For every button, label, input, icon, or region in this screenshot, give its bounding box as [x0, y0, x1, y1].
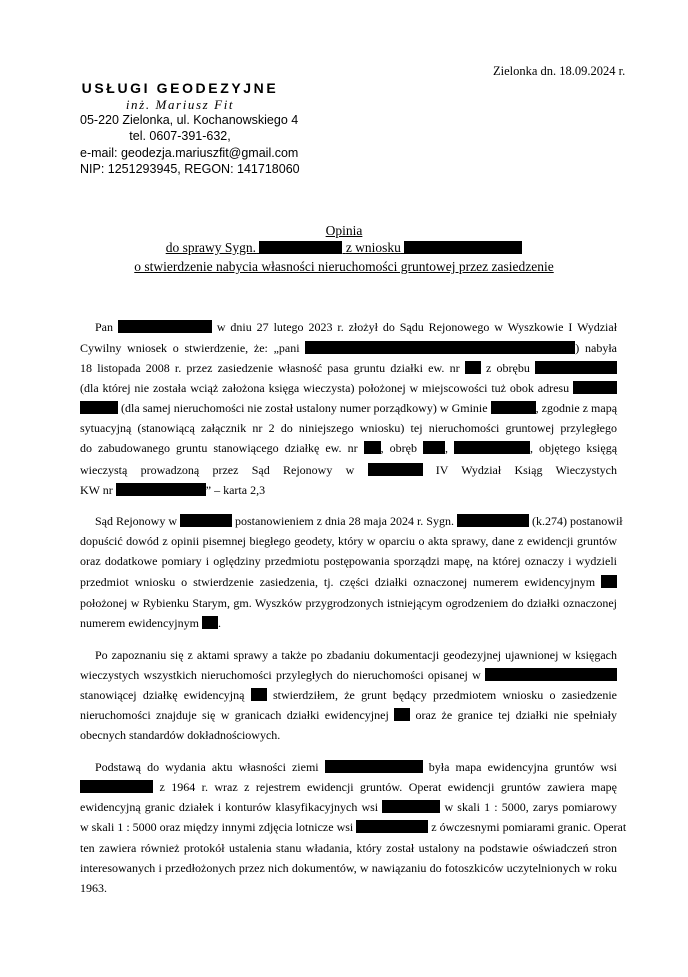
company-ids: NIP: 1251293945, REGON: 141718060: [80, 162, 300, 176]
paragraph-1-line-9: KW nr ” – karta 2,3: [80, 483, 266, 497]
redaction-box: [454, 441, 530, 454]
paragraph-2-line-3: oraz dodatkowe pomiary i oględziny przedmiotu postępowania sporządzi mapę, na której oznaczy i wydzieli: [80, 554, 617, 568]
case-reference: [0, 240, 688, 256]
redaction-box: [356, 820, 428, 833]
paragraph-1-line-6: sytuacyjną (stanowiącą załącznik nr 2 do niniejszego wniosku) tej nieruchomości gruntowej przyległego: [80, 421, 617, 435]
redaction-box: [457, 514, 529, 527]
paragraph-1-line-4: (dla której nie została wciąż założona księga wieczysta) położonej w miejscowości tuż obok adresu: [80, 378, 617, 398]
redaction-box: [535, 361, 617, 374]
document-date: Zielonka dn. 18.09.2024 r.: [493, 64, 626, 78]
redaction-box: [491, 401, 536, 414]
redaction-box: [404, 241, 522, 254]
paragraph-4-line-2: z 1964 r. wraz z rejestrem ewidencji gruntów. Operat ewidencji gruntów zawiera mapę: [80, 777, 617, 797]
paragraph-1-line-8: wieczystą prowadzoną przez Sąd Rejonowy w IV Wydział Ksiąg Wieczystych: [80, 463, 617, 477]
company-address: 05-220 Zielonka, ul. Kochanowskiego 4: [80, 113, 299, 127]
redaction-box: [116, 483, 206, 496]
company-phone: tel. 0607-391-632,: [129, 129, 231, 143]
redaction-box: [601, 575, 617, 588]
paragraph-3-line-4: nieruchomości znajduje się w granicach działki ewidencyjnej oraz że granice tej działki nie spełniały: [80, 708, 617, 722]
redaction-box: [364, 441, 381, 454]
redaction-box: [423, 441, 445, 454]
paragraph-4-line-3: ewidencyjną granic działek i konturów klasyfikacyjnych wsi w skali 1 : 5000, zarys pomiarowy: [80, 800, 618, 814]
paragraph-1-line-7: do zabudowanego gruntu stanowiącego działkę ew. nr , obręb , , objętego księgą: [80, 441, 618, 455]
redaction-box: [80, 401, 118, 414]
paragraph-3-line-2: wieczystych wszystkich nieruchomości przyległych do nieruchomości opisanej w: [80, 665, 617, 685]
redaction-box: [325, 760, 423, 773]
paragraph-2-line-1: Sąd Rejonowy w postanowieniem z dnia 28 maja 2024 r. Sygn. (k.274) postanowił: [95, 514, 623, 528]
paragraph-4-line-4: w skali 1 : 5000 oraz między innymi zdjęcia lotnicze wsi z ówczesnymi pomiarami granic. Operat: [80, 820, 627, 834]
redaction-box: [251, 688, 267, 701]
redaction-box: [573, 381, 617, 394]
paragraph-2-line-2: dopuścić dowód z opinii pisemnej biegłego geodety, który w oparciu o akta sprawy, dane z ewidencji gruntów: [80, 534, 617, 548]
company-name: USŁUGI GEODEZYJNE: [81, 80, 279, 96]
surveyor-name: inż. Mariusz Fit: [125, 97, 235, 112]
paragraph-2-line-5: położonej w Rybienku Starym, gm. Wyszków przygrodzonych istniejącym ogrodzeniem do działki oznaczonej: [80, 596, 617, 610]
paragraph-1-line-3: 18 listopada 2008 r. przez zasiedzenie własność pasa gruntu działki ew. nr z obrębu: [80, 358, 617, 378]
redaction-box: [368, 463, 423, 476]
redaction-box: [118, 320, 212, 333]
redaction-box: [305, 341, 575, 354]
paragraph-4-line-1: Podstawą do wydania aktu własności ziemi była mapa ewidencyjna gruntów wsi: [95, 760, 618, 774]
case-label: do sprawy Sygn.: [165, 240, 257, 255]
redaction-box: [485, 668, 617, 681]
redaction-box: [259, 241, 342, 254]
paragraph-3-line-1: Po zapoznaniu się z aktami sprawy a także po zbadaniu dokumentacji geodezyjnej ujawnionej w księgach: [95, 648, 617, 662]
redaction-box: [382, 800, 440, 813]
redaction-box: [465, 361, 481, 374]
redaction-box: [80, 780, 153, 793]
paragraph-3-line-5: obecnych standardów dokładnościowych.: [80, 728, 281, 742]
request-label: z wniosku: [345, 240, 401, 255]
paragraph-1-line-2: Cywilny wniosek o stwierdzenie, że: „pani ) nabyła: [80, 341, 618, 355]
paragraph-3-line-3: stanowiącej działkę ewidencyjną stwierdziłem, że grunt będący przedmiotem wniosku o zasiedzenie: [80, 688, 618, 702]
paragraph-4-line-7: 1963.: [80, 881, 107, 895]
document-subject: o stwierdzenie nabycia własności nieruchomości gruntowej przez zasiedzenie: [134, 259, 554, 274]
redaction-box: [180, 514, 232, 527]
document-title: Opinia: [325, 223, 363, 238]
company-email: e-mail: geodezja.mariuszfit@gmail.com: [80, 146, 299, 160]
paragraph-2-line-4: przedmiot wniosku o stwierdzenie zasiedzenia, tj. części działki oznaczonej numerem ewidencyjnym: [80, 572, 617, 592]
paragraph-1-line-1: Pan w dniu 27 lutego 2023 r. złożył do Sądu Rejonowego w Wyszkowie I Wydział: [95, 320, 618, 334]
paragraph-1-line-5: (dla samej nieruchomości nie został ustalony numer porządkowy) w Gminie , zgodnie z mapą: [80, 398, 617, 418]
redaction-box: [394, 708, 410, 721]
redaction-box: [202, 616, 218, 629]
paragraph-2-line-6: numerem ewidencyjnym .: [80, 616, 221, 630]
paragraph-4-line-6: interesowanych i przedłożonych przez nich dokumentów, w nawiązaniu do fotoszkiców uczytelnionych w roku: [80, 861, 617, 875]
paragraph-4-line-5: ten zawiera również protokół ustalenia stanu władania, który został ustalony na podstawie oświadczeń stron: [80, 841, 617, 855]
